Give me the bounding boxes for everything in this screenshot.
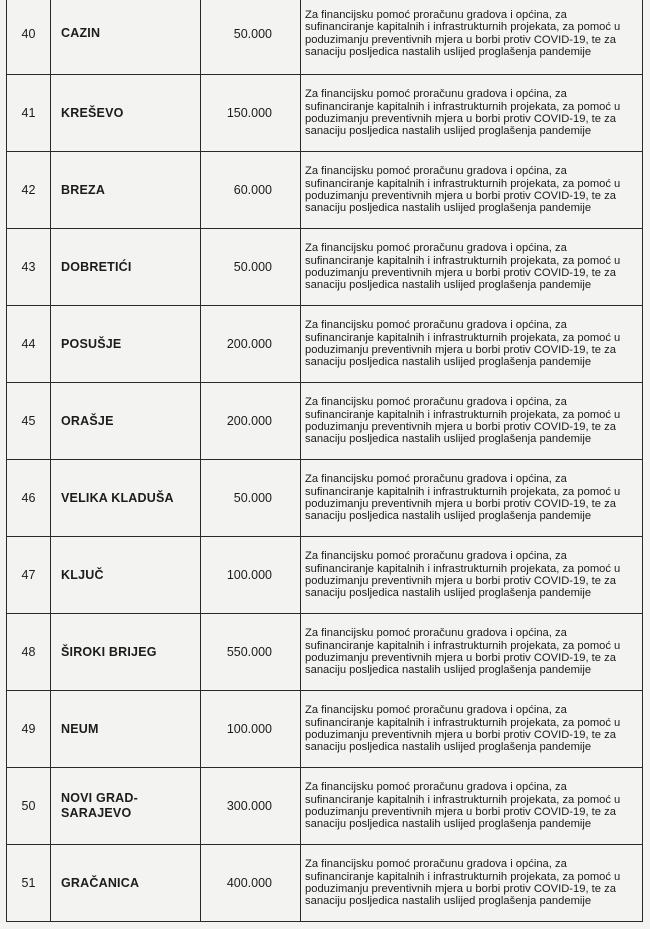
- table-row: [7, 75, 643, 152]
- municipality-name: BREZA: [51, 152, 201, 229]
- amount-value: 50.000: [201, 0, 301, 75]
- table-row: [7, 537, 643, 614]
- purpose-text: Za financijsku pomoć proračunu gradova i općina, za sufinanciranje kapitalnih i infrastrukturnih projekata, za pomoć u poduzimanju preventivnih mjera u borbi protiv COVID-19, te za sanaciju posljedica nastalih uslijed proglašenja pandemije: [305, 319, 621, 369]
- allocation-table: [6, 0, 643, 922]
- table-row: [7, 152, 643, 229]
- purpose-description: [301, 845, 643, 922]
- municipality-name: VELIKA KLADUŠA: [51, 460, 201, 537]
- amount-value: 100.000: [201, 537, 301, 614]
- purpose-description: [301, 614, 643, 691]
- table-row: [7, 768, 643, 845]
- table-row: [7, 845, 643, 922]
- municipality-name: NOVI GRAD-SARAJEVO: [51, 768, 201, 845]
- amount-value: 50.000: [201, 460, 301, 537]
- purpose-text: Za financijsku pomoć proračunu gradova i općina, za sufinanciranje kapitalnih i infrastrukturnih projekata, za pomoć u poduzimanju preventivnih mjera u borbi protiv COVID-19, te za sanaciju posljedica nastalih uslijed proglašenja pandemije: [305, 858, 621, 908]
- municipality-name: KLJUČ: [51, 537, 201, 614]
- amount-value: 100.000: [201, 691, 301, 768]
- municipality-name: GRAČANICA: [51, 845, 201, 922]
- municipality-name: CAZIN: [51, 0, 201, 75]
- purpose-description: [301, 537, 643, 614]
- amount-value: 50.000: [201, 229, 301, 306]
- purpose-text: Za financijsku pomoć proračunu gradova i općina, za sufinanciranje kapitalnih i infrastrukturnih projekata, za pomoć u poduzimanju preventivnih mjera u borbi protiv COVID-19, te za sanaciju posljedica nastalih uslijed proglašenja pandemije: [305, 781, 621, 831]
- purpose-text: Za financijsku pomoć proračunu gradova i općina, za sufinanciranje kapitalnih i infrastrukturnih projekata, za pomoć u poduzimanju preventivnih mjera u borbi protiv COVID-19, te za sanaciju posljedica nastalih uslijed proglašenja pandemije: [305, 242, 621, 292]
- amount-value: 60.000: [201, 152, 301, 229]
- purpose-description: [301, 460, 643, 537]
- amount-value: 300.000: [201, 768, 301, 845]
- purpose-text: Za financijsku pomoć proračunu gradova i općina, za sufinanciranje kapitalnih i infrastrukturnih projekata, za pomoć u poduzimanju preventivnih mjera u borbi protiv COVID-19, te za sanaciju posljedica nastalih uslijed proglašenja pandemije: [305, 704, 621, 754]
- amount-value: 400.000: [201, 845, 301, 922]
- purpose-text: Za financijsku pomoć proračunu gradova i općina, za sufinanciranje kapitalnih i infrastrukturnih projekata, za pomoć u poduzimanju preventivnih mjera u borbi protiv COVID-19, te za sanaciju posljedica nastalih uslijed proglašenja pandemije: [305, 550, 621, 600]
- row-number: 46: [7, 460, 51, 537]
- table-row: [7, 306, 643, 383]
- purpose-description: [301, 229, 643, 306]
- table-row: [7, 691, 643, 768]
- row-number: 40: [7, 0, 51, 75]
- row-number: 50: [7, 768, 51, 845]
- amount-value: 150.000: [201, 75, 301, 152]
- purpose-text: Za financijsku pomoć proračunu gradova i općina, za sufinanciranje kapitalnih i infrastrukturnih projekata, za pomoć u poduzimanju preventivnih mjera u borbi protiv COVID-19, te za sanaciju posljedica nastalih uslijed proglašenja pandemije: [305, 396, 621, 446]
- amount-value: 200.000: [201, 306, 301, 383]
- purpose-text: Za financijsku pomoć proračunu gradova i općina, za sufinanciranje kapitalnih i infrastrukturnih projekata, za pomoć u poduzimanju preventivnih mjera u borbi protiv COVID-19, te za sanaciju posljedica nastalih uslijed proglašenja pandemije: [305, 473, 621, 523]
- row-number: 51: [7, 845, 51, 922]
- municipality-name: ORAŠJE: [51, 383, 201, 460]
- row-number: 44: [7, 306, 51, 383]
- purpose-description: [301, 0, 643, 75]
- table-row: [7, 460, 643, 537]
- municipality-name: DOBRETIĆI: [51, 229, 201, 306]
- amount-value: 200.000: [201, 383, 301, 460]
- purpose-text: Za financijsku pomoć proračunu gradova i općina, za sufinanciranje kapitalnih i infrastrukturnih projekata, za pomoć u poduzimanju preventivnih mjera u borbi protiv COVID-19, te za sanaciju posljedica nastalih uslijed proglašenja pandemije: [305, 8, 621, 58]
- row-number: 47: [7, 537, 51, 614]
- table-row: [7, 229, 643, 306]
- allocation-table-body: [7, 0, 643, 922]
- municipality-name: KREŠEVO: [51, 75, 201, 152]
- row-number: 43: [7, 229, 51, 306]
- purpose-description: [301, 152, 643, 229]
- purpose-description: [301, 691, 643, 768]
- row-number: 45: [7, 383, 51, 460]
- row-number: 42: [7, 152, 51, 229]
- row-number: 41: [7, 75, 51, 152]
- purpose-text: Za financijsku pomoć proračunu gradova i općina, za sufinanciranje kapitalnih i infrastrukturnih projekata, za pomoć u poduzimanju preventivnih mjera u borbi protiv COVID-19, te za sanaciju posljedica nastalih uslijed proglašenja pandemije: [305, 165, 621, 215]
- municipality-name: ŠIROKI BRIJEG: [51, 614, 201, 691]
- row-number: 49: [7, 691, 51, 768]
- purpose-description: [301, 768, 643, 845]
- amount-value: 550.000: [201, 614, 301, 691]
- purpose-description: [301, 383, 643, 460]
- purpose-text: Za financijsku pomoć proračunu gradova i općina, za sufinanciranje kapitalnih i infrastrukturnih projekata, za pomoć u poduzimanju preventivnih mjera u borbi protiv COVID-19, te za sanaciju posljedica nastalih uslijed proglašenja pandemije: [305, 88, 621, 138]
- municipality-name: NEUM: [51, 691, 201, 768]
- table-row: [7, 0, 643, 75]
- row-number: 48: [7, 614, 51, 691]
- table-row: [7, 383, 643, 460]
- purpose-description: [301, 306, 643, 383]
- purpose-description: [301, 75, 643, 152]
- purpose-text: Za financijsku pomoć proračunu gradova i općina, za sufinanciranje kapitalnih i infrastrukturnih projekata, za pomoć u poduzimanju preventivnih mjera u borbi protiv COVID-19, te za sanaciju posljedica nastalih uslijed proglašenja pandemije: [305, 627, 621, 677]
- municipality-name: POSUŠJE: [51, 306, 201, 383]
- table-row: [7, 614, 643, 691]
